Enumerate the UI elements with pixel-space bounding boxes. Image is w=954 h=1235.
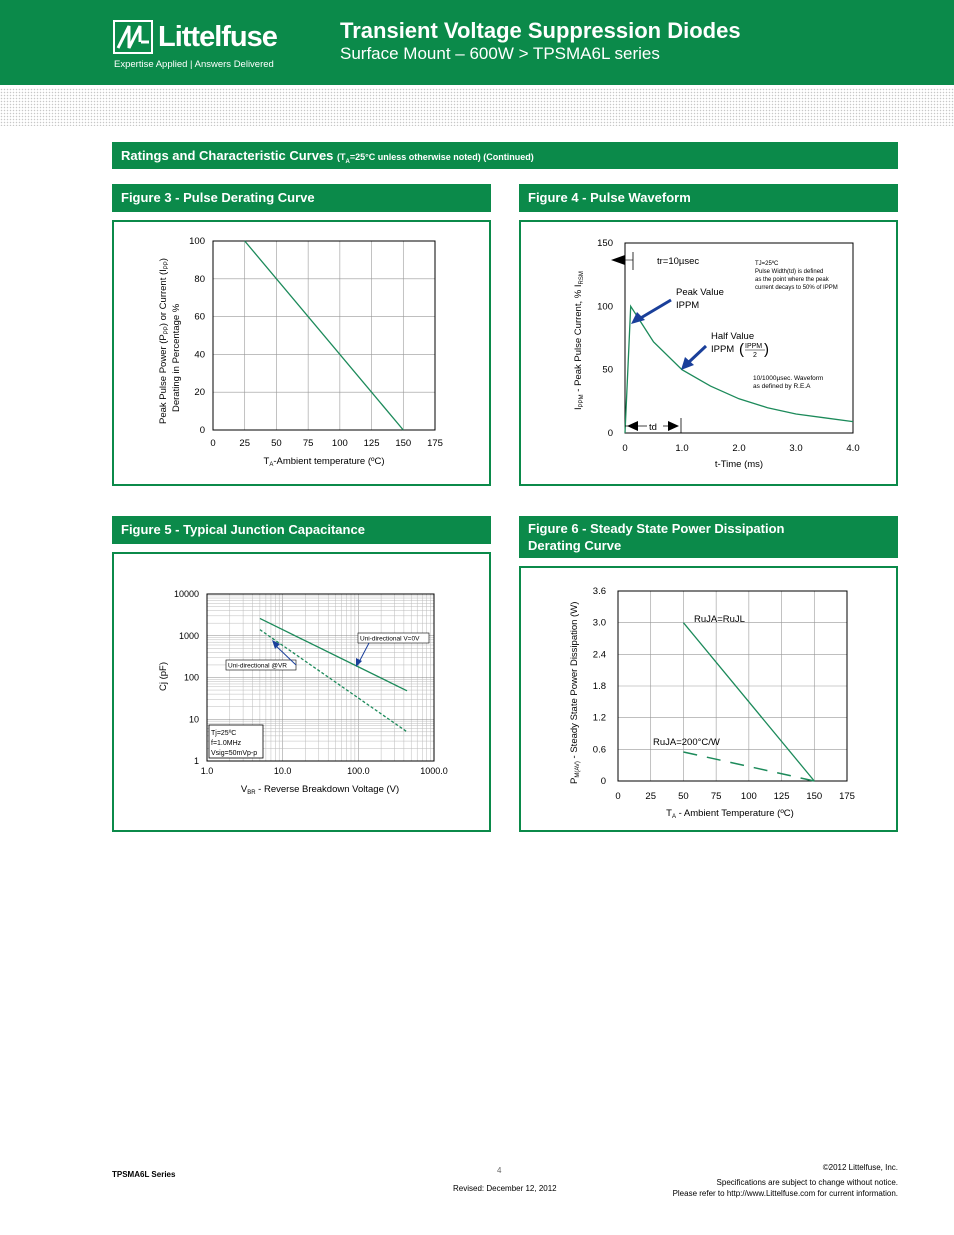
fig4-peak-ippm: IPPM xyxy=(676,300,700,311)
fig6-label-rujl: RuJA=RuJL xyxy=(694,614,745,625)
page-subtitle: Surface Mount – 600W > TPSMA6L series xyxy=(340,44,660,63)
fig3-y-tick-label: 40 xyxy=(194,349,205,361)
fig6-title: Figure 6 - Steady State Power Dissipation Derating Curve xyxy=(528,521,785,553)
fig4-peak-arrow-line xyxy=(639,300,671,319)
fig4-x-tick-label: 3.0 xyxy=(789,443,803,454)
fig6-x-tick-label: 175 xyxy=(839,791,855,802)
fig4-half-ippm: IPPM xyxy=(711,344,735,355)
fig4-td-label: td xyxy=(649,422,657,433)
fig3-derating-line xyxy=(245,241,404,430)
fig5-label-uni-vr: Uni-directional @VR xyxy=(228,662,287,670)
fig3-x-tick-label: 25 xyxy=(239,438,251,449)
page-header xyxy=(0,0,954,85)
td-arrow-right-icon xyxy=(668,421,679,431)
fig4-y-tick-label: 100 xyxy=(597,301,613,313)
fig5-y-tick-label: 1000 xyxy=(178,630,199,641)
fig3-y-tick-label: 80 xyxy=(194,273,205,285)
fig3-x-tick-label: 125 xyxy=(363,438,380,449)
littelfuse-logo-icon xyxy=(113,20,153,54)
footer-notice-2: Please refer to http://www.Littelfuse.com for current information. xyxy=(672,1189,898,1198)
fig4-title: Figure 4 - Pulse Waveform xyxy=(528,190,691,205)
fig6-y-tick-label: 0 xyxy=(600,776,606,787)
fig6-x-tick-label: 25 xyxy=(645,791,657,802)
fig5-cond-2: f=1.0MHz xyxy=(211,740,242,747)
peak-arrow-icon xyxy=(631,312,645,324)
section-title-bar xyxy=(112,142,898,169)
fig4-half-paren-close: ) xyxy=(764,341,769,358)
fig4-cond-3: as the point where the peak xyxy=(755,277,829,283)
fig3-panel xyxy=(112,220,491,486)
fig4-x-tick-label: 4.0 xyxy=(846,443,860,454)
fig3-y-tick-label: 0 xyxy=(199,425,205,436)
fig6-y-tick-label: 1.2 xyxy=(592,712,606,724)
fig5-y-tick-label: 1 xyxy=(193,756,199,766)
fig6-x-tick-label: 0 xyxy=(615,791,621,802)
fig6-panel xyxy=(519,566,898,832)
label-vr-arrow-icon xyxy=(272,640,280,649)
fig6-x-tick-label: 150 xyxy=(806,791,823,802)
footer-copyright: ©2012 Littelfuse, Inc. xyxy=(822,1163,898,1172)
footer-notice-1: Specifications are subject to change without notice. xyxy=(716,1178,898,1187)
fig3-x-tick-label: 100 xyxy=(331,438,348,449)
fig4-half-arrow-line xyxy=(689,346,706,362)
fig4-title-bar xyxy=(519,184,898,212)
fig4-half-frac-num: IPPM xyxy=(745,343,763,350)
fig3-y-axis-label-2: Derating in Percentage % xyxy=(171,303,182,412)
fig4-panel xyxy=(519,220,898,486)
fig3-y-axis-label-1: Peak Pulse Power $(P_{PP})$ or Current $(I_{PP})$ xyxy=(158,258,170,424)
fig5-x-tick-label: 10.0 xyxy=(273,766,292,776)
fig6-y-tick-label: 3.6 xyxy=(592,586,606,597)
fig4-cond-1: TJ=25ºC xyxy=(755,261,779,267)
fig4-x-tick-label: 2.0 xyxy=(732,443,746,454)
fig6-label-200cw: RuJA=200°C/W xyxy=(653,737,720,748)
section-title: Ratings and Characteristic Curves xyxy=(121,148,334,163)
fig6-x-tick-label: 75 xyxy=(710,791,722,802)
fig5-x-tick-label: 1000.0 xyxy=(420,766,448,776)
fig6-chart xyxy=(521,568,896,830)
fig5-y-axis-label: Cj (pF) xyxy=(158,661,169,691)
fig3-x-axis-label: $T_A$-Ambient temperature (ºC) xyxy=(263,456,385,468)
fig6-title-bar xyxy=(519,516,898,558)
fig5-cond-3: Vsig=50mVp-p xyxy=(211,750,258,757)
fig4-x-tick-label: 0 xyxy=(622,443,628,454)
fig5-y-tick-label: 10 xyxy=(188,714,199,725)
fig6-y-axis-label: $P_{M(AV)}$ - Steady State Power Dissipation (W) xyxy=(569,601,581,784)
fig4-y-tick-label: 0 xyxy=(607,428,613,439)
fig5-label-uni-0v: Uni-directional V=0V xyxy=(360,635,420,643)
fig5-panel xyxy=(112,552,491,832)
fig4-cond-4: current decays to 50% of IPPM xyxy=(755,285,838,291)
tr-arrow-icon xyxy=(611,255,625,265)
fig4-y-tick-label: 150 xyxy=(597,238,613,249)
fig3-y-tick-label: 100 xyxy=(189,236,205,247)
fig3-y-tick-label: 60 xyxy=(194,311,205,323)
td-arrow-left-icon xyxy=(627,421,638,431)
fig3-x-tick-label: 150 xyxy=(395,438,412,449)
fig6-x-tick-label: 125 xyxy=(773,791,790,802)
fig4-waveform-curve xyxy=(625,306,853,433)
brand-tagline: Expertise Applied | Answers Delivered xyxy=(114,59,274,70)
fig4-peak-label: Peak Value xyxy=(676,287,724,298)
footer-series: TPSMA6L Series xyxy=(112,1170,176,1179)
fig5-y-tick-label: 10000 xyxy=(173,589,199,599)
fig5-cond-1: Tj=25ºC xyxy=(211,730,237,737)
page-title: Transient Voltage Suppression Diodes xyxy=(340,18,741,43)
fig6-y-tick-label: 3.0 xyxy=(592,617,606,629)
fig6-y-tick-label: 1.8 xyxy=(592,681,606,692)
fig6-x-tick-label: 50 xyxy=(678,791,689,802)
fig3-chart xyxy=(114,222,489,484)
fig5-series-uni-0v xyxy=(260,618,407,690)
fig6-y-tick-label: 2.4 xyxy=(592,649,606,661)
fig4-x-tick-label: 1.0 xyxy=(675,443,689,454)
fig5-x-axis-label: $V_{BR}$ - Reverse Breakdown Voltage (V) xyxy=(240,784,400,796)
fig5-y-tick-label: 100 xyxy=(183,672,199,683)
fig3-y-tick-label: 20 xyxy=(194,387,205,399)
fig5-chart xyxy=(114,554,489,830)
footer-page-number: 4 xyxy=(497,1166,502,1175)
fig6-x-tick-label: 100 xyxy=(740,791,757,802)
fig4-tr-label: tr=10µsec xyxy=(657,256,700,267)
fig4-half-frac-den: 2 xyxy=(753,352,757,359)
fig3-x-tick-label: 50 xyxy=(271,438,282,449)
fig3-x-tick-label: 175 xyxy=(427,438,443,449)
fig3-x-tick-label: 0 xyxy=(210,438,216,449)
label-0v-arrow-icon xyxy=(356,658,362,667)
fig5-x-tick-label: 100.0 xyxy=(347,766,370,776)
fig4-x-axis-label: t-Time (ms) xyxy=(714,459,764,470)
fig6-y-tick-label: 0.6 xyxy=(592,744,606,756)
fig3-x-tick-label: 75 xyxy=(302,438,314,449)
fig5-title: Figure 5 - Typical Junction Capacitance xyxy=(121,522,365,537)
fig3-title-bar xyxy=(112,184,491,212)
fig4-y-tick-label: 50 xyxy=(602,364,613,376)
fig4-half-label: Half Value xyxy=(711,331,755,342)
fig5-x-tick-label: 1.0 xyxy=(200,766,214,776)
fig4-waveform-1: 10/1000µsec. Waveform xyxy=(753,375,824,382)
fig4-cond-2: Pulse Width(td) is defined xyxy=(755,269,824,275)
brand-name: Littelfuse xyxy=(158,21,277,53)
fig4-half-paren: ( xyxy=(739,341,744,358)
fig4-chart xyxy=(521,222,896,484)
fig4-waveform-2: as defined by R.E.A xyxy=(753,383,811,390)
footer-revised: Revised: December 12, 2012 xyxy=(453,1184,557,1193)
fig4-y-axis-label: $I_{PPM}$ - Peak Pulse Current, % $I_{RSM}$ xyxy=(573,271,585,410)
dotted-band xyxy=(0,88,954,126)
fig5-title-bar xyxy=(112,516,491,544)
section-note: ($T_A=25^\circ C$ unless otherwise noted) (Continued) xyxy=(337,152,534,165)
fig6-x-axis-label: $T_A$ - Ambient Temperature (ºC) xyxy=(666,808,794,820)
fig3-title: Figure 3 - Pulse Derating Curve xyxy=(121,190,315,205)
